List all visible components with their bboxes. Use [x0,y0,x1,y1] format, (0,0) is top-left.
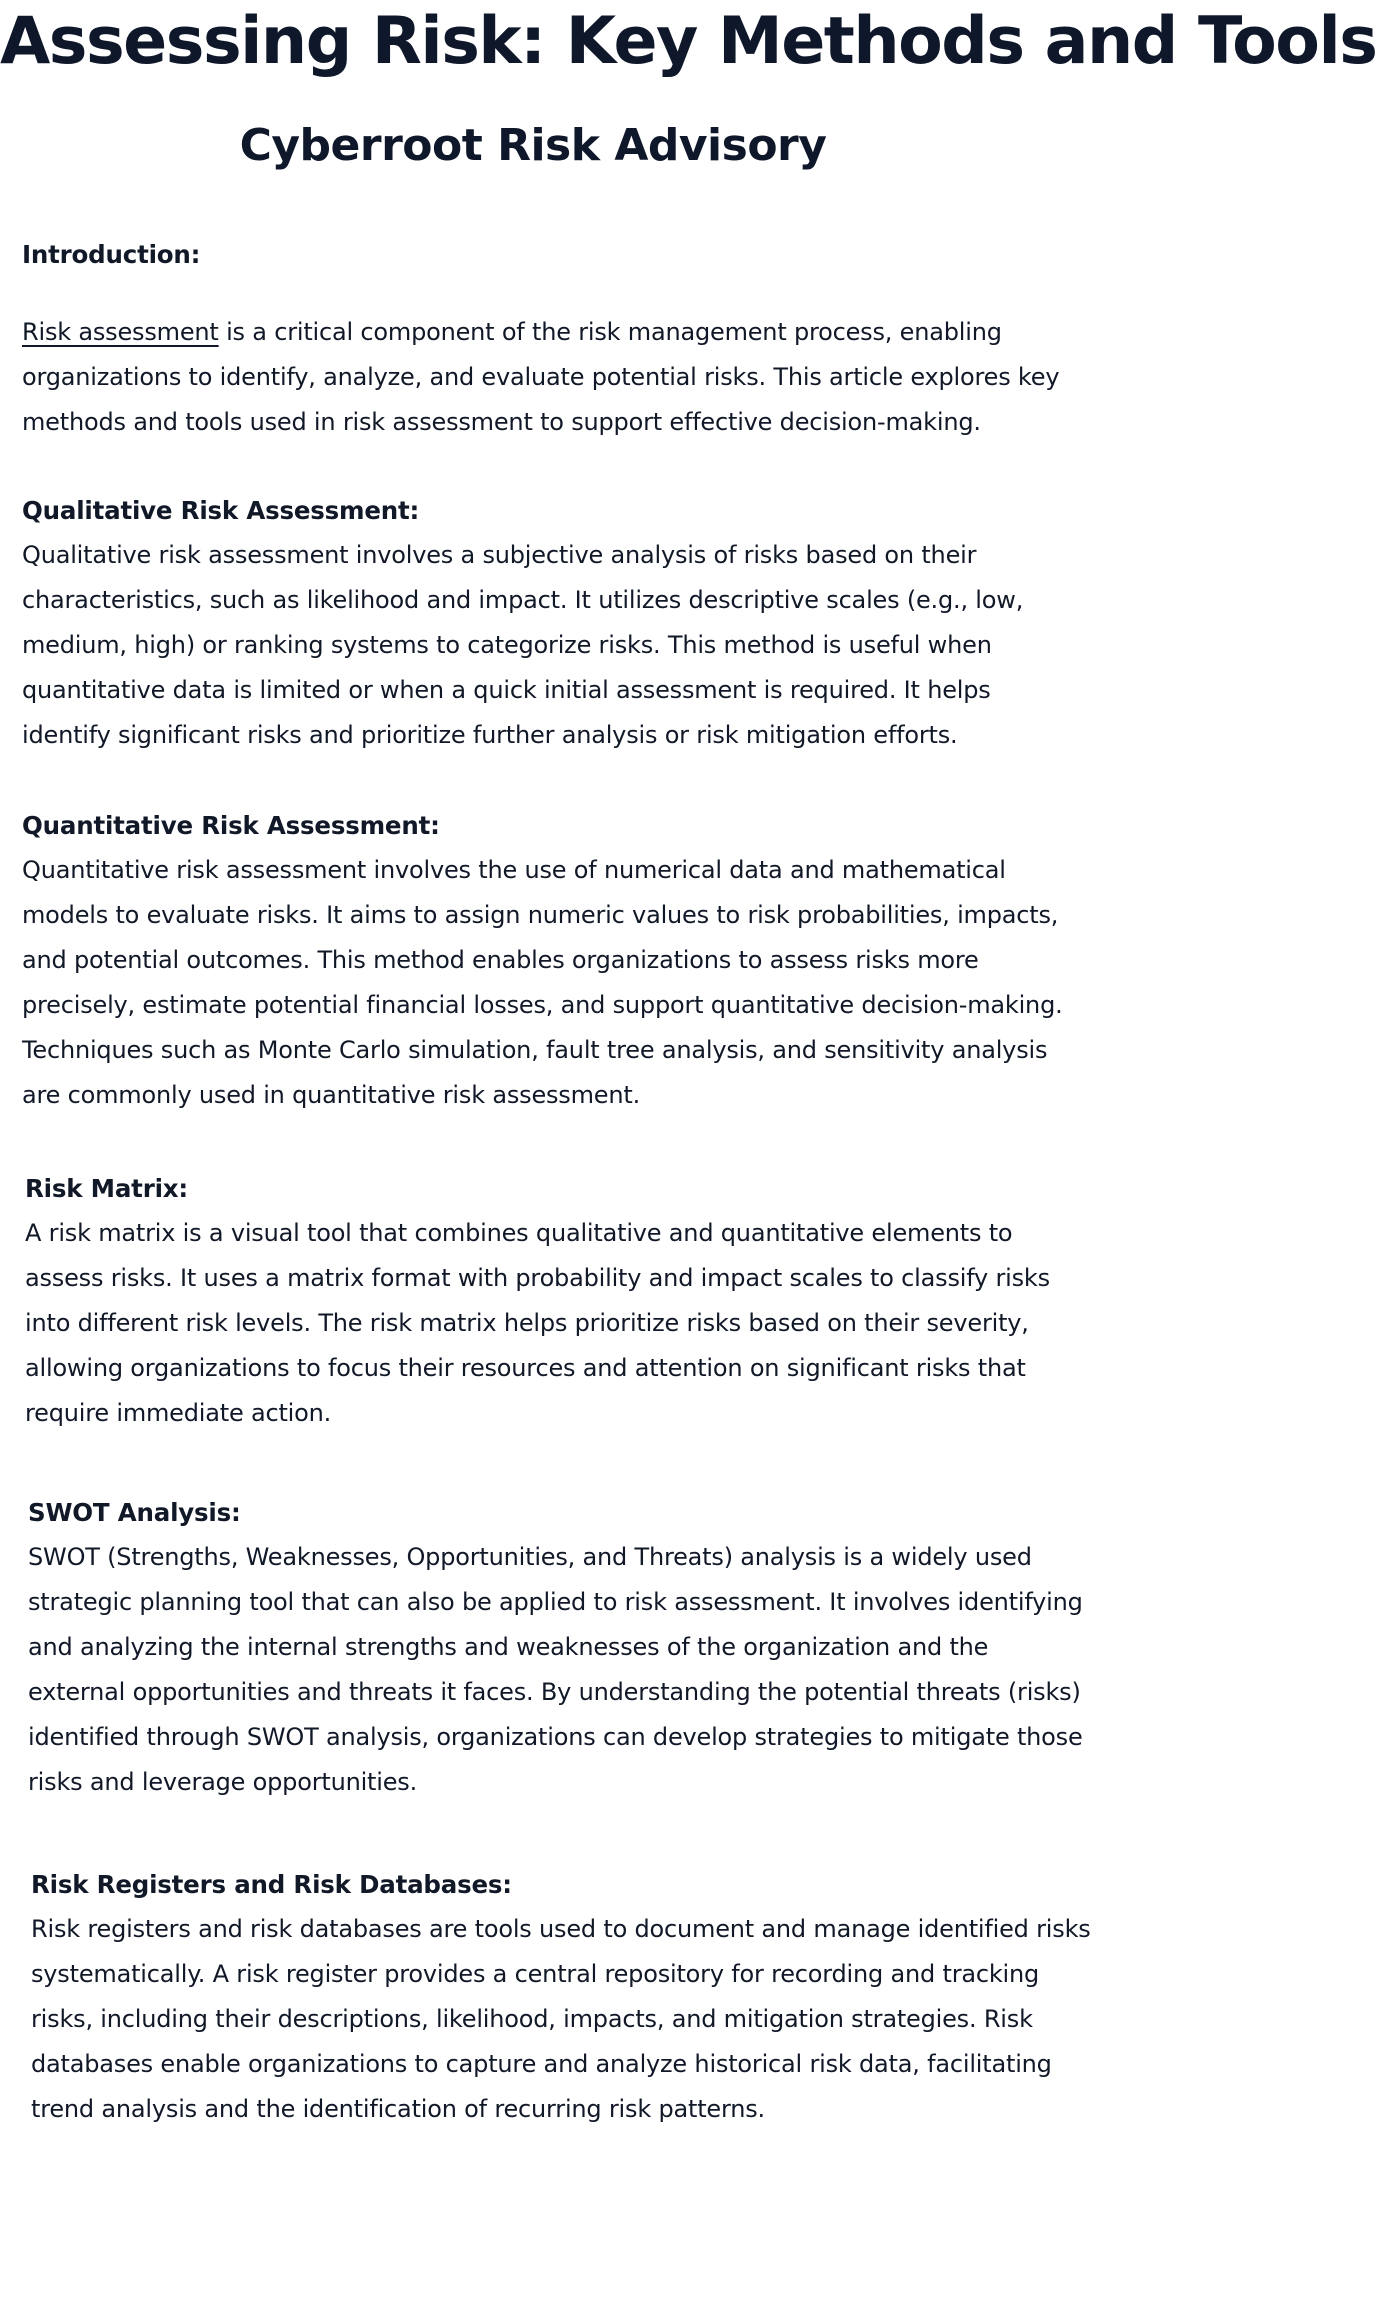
page-title: Assessing Risk: Key Methods and Tools [0,4,1376,79]
qualitative-section [22,488,1082,758]
risk-registers-body: Risk registers and risk databases are tools used to document and manage identified risks systematically. A risk register provides a central repository for recording and tracking risks, including their descriptions, likelihood, impacts, and mitigation strategies. Risk databases enable organizations to capture and analyze historical risk data, facilitating trend analysis and the identification of recurring risk patterns. [31,1915,1091,2123]
swot-body: SWOT (Strengths, Weaknesses, Opportunities, and Threats) analysis is a widely used strategic planning tool that can also be applied to risk assessment. It involves identifying and analyzing the internal strengths and weaknesses of the organization and the external opportunities and threats it faces. By understanding the potential threats (risks) identified through SWOT analysis, organizations can develop strategies to mitigate those risks and leverage opportunities. [28,1543,1083,1796]
introduction-heading: Introduction: [22,240,201,269]
risk-matrix-heading: Risk Matrix: [25,1174,188,1203]
risk-registers-heading: Risk Registers and Risk Databases: [31,1870,512,1899]
quantitative-section [22,803,1082,1118]
page-subtitle: Cyberroot Risk Advisory [239,120,827,171]
introduction-body [22,310,1082,445]
risk-matrix-section [25,1166,1085,1436]
risk-registers-section [31,1862,1091,2132]
qualitative-heading: Qualitative Risk Assessment: [22,496,420,525]
quantitative-body: Quantitative risk assessment involves the use of numerical data and mathematical models to evaluate risks. It aims to assign numeric values to risk probabilities, impacts, and potential outcomes. This method enables organizations to assess risks more precisely, estimate potential financial losses, and support quantitative decision-making. Techniques such as Monte Carlo simulation, fault tree analysis, and sensitivity analysis are commonly used in quantitative risk assessment. [22,856,1063,1109]
swot-section [28,1490,1088,1805]
introduction-body-text: is a critical component of the risk management process, enabling organizations to identify, analyze, and evaluate potential risks. This article explores key methods and tools used in risk assessment to support effective decision-making. [22,318,1060,436]
risk-assessment-link[interactable]: Risk assessment [22,318,219,346]
quantitative-heading: Quantitative Risk Assessment: [22,811,440,840]
qualitative-body: Qualitative risk assessment involves a subjective analysis of risks based on their characteristics, such as likelihood and impact. It utilizes descriptive scales (e.g., low, medium, high) or ranking systems to categorize risks. This method is useful when quantitative data is limited or when a quick initial assessment is required. It helps identify significant risks and prioritize further analysis or risk mitigation efforts. [22,541,1024,749]
risk-matrix-body: A risk matrix is a visual tool that combines qualitative and quantitative elements to assess risks. It uses a matrix format with probability and impact scales to classify risks into different risk levels. The risk matrix helps prioritize risks based on their severity, allowing organizations to focus their resources and attention on significant risks that require immediate action. [25,1219,1050,1427]
introduction-section [22,232,1082,445]
swot-heading: SWOT Analysis: [28,1498,241,1527]
